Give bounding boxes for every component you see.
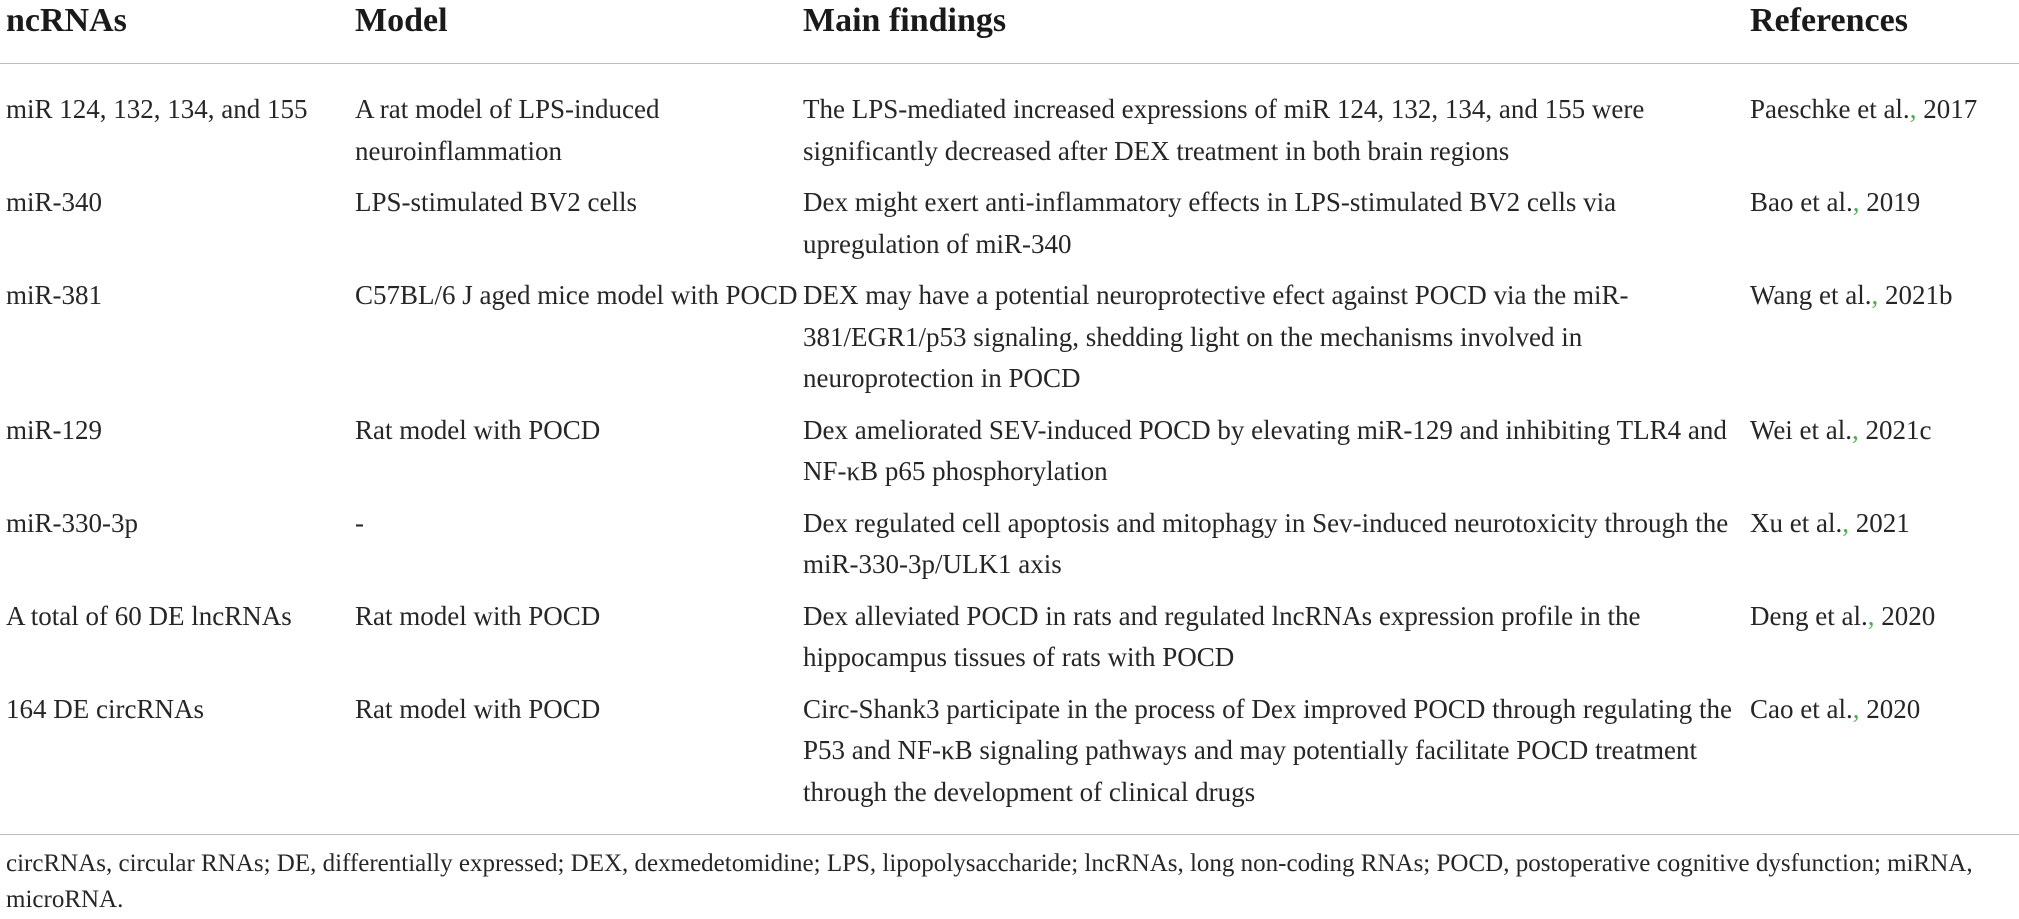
cell-model: Rat model with POCD [355,693,601,724]
table-header-row [0,0,2019,64]
reference-year[interactable]: 2017 [1923,94,1978,124]
cell-model: Rat model with POCD [355,414,601,445]
cell-findings: The LPS-mediated increased expressions of miR 124, 132, 134, and 155 were significantly decreased after DEX treatment in both brain regions [803,94,1645,166]
cell-findings: Dex alleviated POCD in rats and regulated lncRNAs expression profile in the hippocampus tissues of rats with POCD [803,600,1641,672]
cell-model: C57BL/6 J aged mice model with POCD [355,280,798,310]
cell-model: LPS-stimulated BV2 cells [355,187,637,217]
cell-model: A rat model of LPS-induced neuroinflammation [355,94,660,166]
reference-year[interactable]: 2021b [1885,280,1953,310]
table-row [0,275,2019,400]
header-main-findings: Main findings [803,2,1007,39]
table-row [0,410,2019,493]
cell-ncrnas: miR-381 [6,280,103,310]
reference-author[interactable]: Paeschke et al. [1750,94,1910,124]
reference-link[interactable]: Wang et al., 2021b [1750,280,1953,310]
reference-link[interactable]: Wei et al., 2021c [1750,414,1932,445]
header-references: References [1750,2,1908,39]
cell-findings: Dex might exert anti-inflammatory effects in LPS-stimulated BV2 cells via upregulation of miR-340 [803,187,1617,259]
cell-model: Rat model with POCD [355,600,601,631]
reference-author[interactable]: Xu et al. [1750,507,1843,538]
cell-ncrnas: miR-340 [6,187,103,217]
cell-ncrnas: miR-129 [6,414,103,445]
table-footnote: circRNAs, circular RNAs; DE, differentially expressed; DEX, dexmedetomidine; LPS, lipopolysaccharide; lncRNAs, long non-coding RNAs; POCD, postoperative cognitive dysfunction; miRNA, microRNA. [6,850,1973,913]
reference-author[interactable]: Bao et al. [1750,187,1853,217]
cell-model: - [355,507,364,538]
table-row [0,182,2019,265]
cell-findings: Dex ameliorated SEV-induced POCD by elevating miR-129 and inhibiting TLR4 and NF-κB p65 phosphorylation [803,414,1727,486]
reference-year[interactable]: 2019 [1866,187,1921,217]
reference-author[interactable]: Deng et al. [1750,600,1868,631]
cell-ncrnas: miR 124, 132, 134, and 155 [6,94,308,124]
reference-author[interactable]: Wang et al. [1750,280,1872,310]
reference-year[interactable]: 2021c [1865,414,1932,445]
table-row [0,503,2019,586]
reference-link[interactable]: Paeschke et al., 2017 [1750,94,1978,124]
table-bottom-rule [0,834,2019,835]
table-body [0,64,2019,813]
reference-year[interactable]: 2021 [1855,507,1910,538]
cell-findings: DEX may have a potential neuroprotective efect against POCD via the miR-381/EGR1/p53 signaling, shedding light on the mechanisms involved in neuroprotection in POCD [803,280,1629,393]
table-row [0,89,2019,172]
table-row [0,596,2019,679]
cell-ncrnas: A total of 60 DE lncRNAs [6,600,292,631]
reference-link[interactable]: Deng et al., 2020 [1750,600,1936,631]
table-row [0,689,2019,814]
header-ncrnas: ncRNAs [6,2,127,39]
reference-link[interactable]: Bao et al., 2019 [1750,187,1921,217]
cell-findings: Circ-Shank3 participate in the process of Dex improved POCD through regulating the P53 and NF-κB signaling pathways and may potentially facilitate POCD treatment through the development of clinical drugs [803,693,1733,807]
cell-ncrnas: 164 DE circRNAs [6,693,204,724]
reference-author[interactable]: Cao et al. [1750,693,1853,724]
header-model: Model [355,2,448,39]
cell-findings: Dex regulated cell apoptosis and mitophagy in Sev-induced neurotoxicity through the miR-330-3p/ULK1 axis [803,507,1729,579]
reference-link[interactable]: Cao et al., 2020 [1750,693,1921,724]
reference-link[interactable]: Xu et al., 2021 [1750,507,1910,538]
cell-ncrnas: miR-330-3p [6,507,138,538]
reference-author[interactable]: Wei et al. [1750,414,1853,445]
reference-year[interactable]: 2020 [1866,693,1921,724]
reference-year[interactable]: 2020 [1881,600,1936,631]
